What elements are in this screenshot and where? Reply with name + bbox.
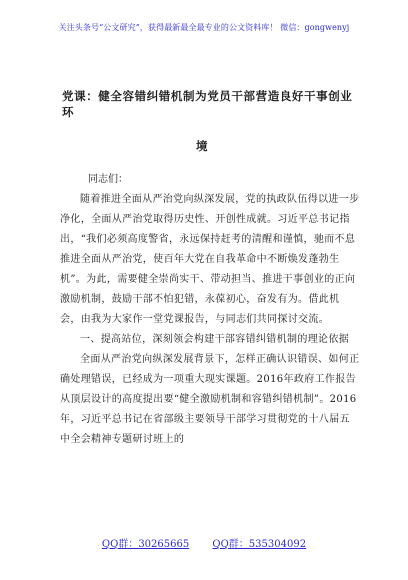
footer xyxy=(0,535,408,550)
section-heading: 一、提高站位，深刻领会构建干部容错纠错机制的理论依据 xyxy=(80,334,350,345)
document-body xyxy=(60,190,360,450)
footer-qq-group-1: QQ群：30265665 xyxy=(101,539,190,550)
body-paragraph: 全面从严治党向纵深发展背景下，怎样正确认识错误、如何正确处理错误，已经成为一项重大现实课题。2016年政府工作报告从顶层设计的高度提出要“健全激励机制和容错纠错机制”。2016年，习近平总书记在省部级主要领导干部学习贯彻党的十八届五中全会精神专题研讨班上的 xyxy=(60,354,360,445)
document-title: 党课：健全容错纠错机制为党员干部营造良好干事创业环 xyxy=(62,89,353,119)
greeting: 同志们： xyxy=(88,174,128,185)
header-notice: 关注头条号“公文研究”，获得最新最全最专业的公文资料库！ 微信：gongwenyj xyxy=(58,23,350,32)
body-paragraph: 随着推进全面从严治党向纵深发展，党的执政队伍得以进一步净化，全面从严治党取得历史性、开创性成就。习近平总书记指出，“我们必须高度警省，永远保持赶考的清醒和谨慎，驰而不息推进全面从严治党，使百年大党在自我革命中不断焕发蓬勃生机”。为此，需要健全崇尚实干、带动担当、推进干事创业的正向激励机制，鼓励干部不怕犯错，永葆初心，奋发有为。借此机会，由我为大家作一堂党课报告，与同志们共同探讨交流。 xyxy=(60,194,360,325)
document-title-continuation: 境 xyxy=(196,139,208,153)
footer-qq-group-2: QQ群：535304092 xyxy=(212,539,307,550)
